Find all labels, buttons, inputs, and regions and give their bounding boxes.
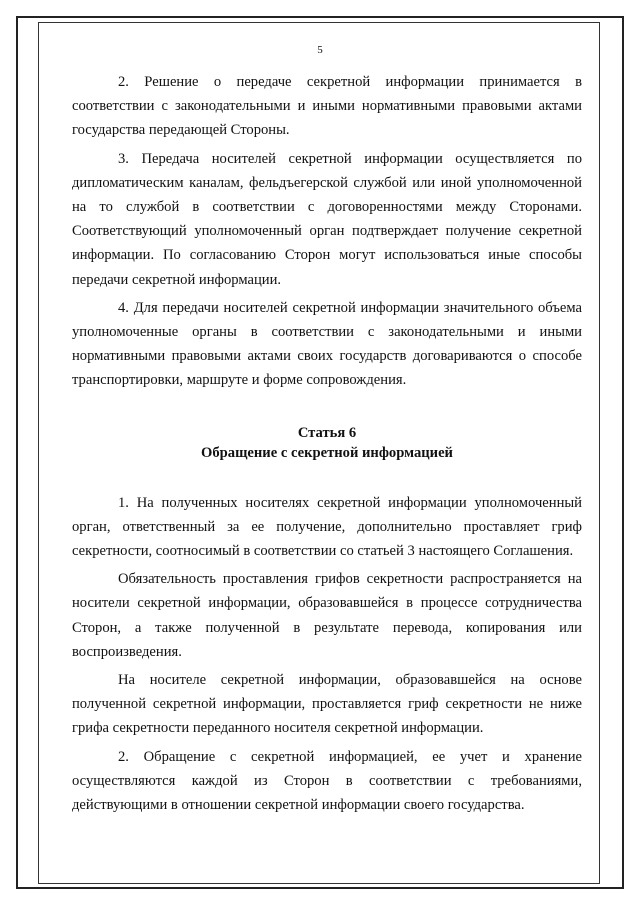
paragraph-2: 2. Решение о передаче секретной информации принимается в соответствии с законодательными и иными нормативными правовыми актами государства передающей Стороны.	[72, 74, 582, 139]
page-number: 5	[317, 44, 323, 56]
article-number: Статья 6	[297, 424, 357, 441]
article6-paragraph-2: 2. Обращение с секретной информацией, ее учет и хранение осуществляются каждой из Сторон в соответствии с требованиями, действующими в отношении секретной информации своего государства.	[72, 748, 582, 814]
paragraph-4: 4. Для передачи носителей секретной информации значительного объема уполномоченные органы в соответствии с законодательными и иными нормативными правовыми актами своих государств договариваются о способе транспортировки, маршруте и форме сопровождения.	[72, 299, 582, 389]
document-body	[72, 70, 582, 821]
article6-paragraph-1b: Обязательность проставления грифов секретности распространяется на носители секретной информации, образовавшейся в процессе сотрудничества Сторон, а также полученной в результате перевода, копирования или воспроизведения.	[72, 571, 582, 660]
article6-paragraph-1: 1. На полученных носителях секретной информации уполномоченный орган, ответственный за ее получение, дополнительно проставляет гриф секретности, соотносимый в соответствии со статьей 3 настоящего Соглашения.	[72, 494, 582, 560]
article-title: Обращение с секретной информацией	[201, 444, 453, 461]
article-heading	[72, 423, 582, 463]
article6-paragraph-1c: На носителе секретной информации, образовавшейся на основе полученной секретной информации, проставляется гриф секретности не ниже грифа секретности переданного носителя секретной информации.	[72, 672, 582, 737]
paragraph-3: 3. Передача носителей секретной информации осуществляется по дипломатическим каналам, фельдъегерской службой или иной уполномоченной на то службой в соответствии с договоренностями между Сторонами. Соответствующий уполномоченный орган подтверждает получение секретной информации. По согласованию Сторон могут использоваться иные способы передачи секретной информации.	[72, 150, 582, 288]
